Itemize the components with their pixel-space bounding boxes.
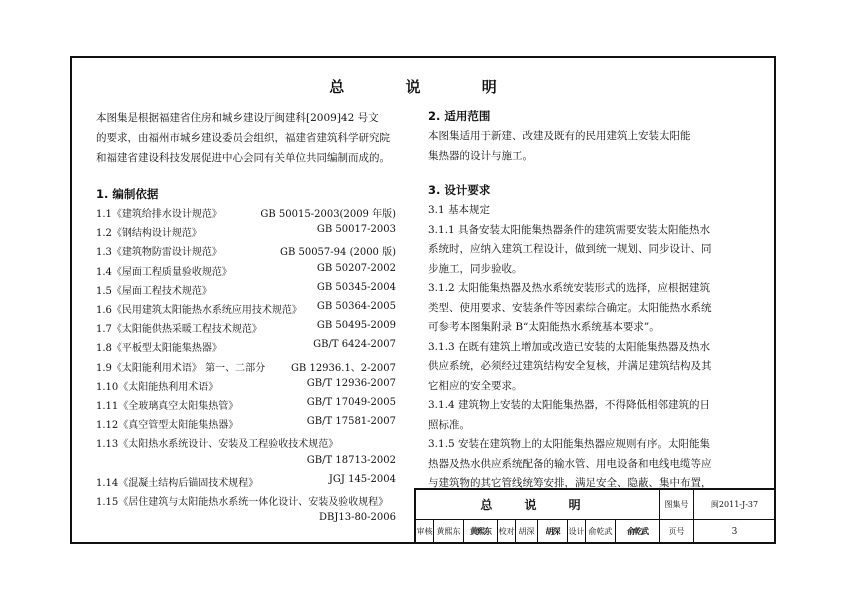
standard-code: GB 50015-2003(2009 年版) xyxy=(260,209,396,220)
section1-heading: 1. 编制依据 xyxy=(96,187,159,201)
standard-name: 1.13《太阳热水系统设计、安装及工程验收技术规范》 xyxy=(96,439,339,451)
review-label: 审核 xyxy=(416,520,434,544)
intro-line-1: 本图集是根据福建省住房和城乡建设厅闽建科[2009]42 号文 xyxy=(96,112,379,124)
standard-name: 1.5《屋面工程技术规范》 xyxy=(96,285,212,297)
standard-code: GB 50057-94 (2000 版) xyxy=(279,247,396,259)
standard-name: 1.14《混凝土结构后锚固技术规程》 xyxy=(96,477,259,489)
standard-row xyxy=(96,397,396,415)
design-label: 设计 xyxy=(568,520,586,544)
check-label: 校对 xyxy=(498,520,516,544)
atlas-number: 闽2011-J-37 xyxy=(694,490,776,520)
standard-row xyxy=(96,359,396,377)
section3-line: 照标准。 xyxy=(428,418,470,431)
checker-name: 胡深 xyxy=(516,520,538,544)
page-number: 3 xyxy=(694,520,776,544)
standard-code: GB/T 6424-2007 xyxy=(313,339,396,351)
section2-line-2: 集热器的设计与施工。 xyxy=(428,150,533,162)
standard-name: 1.1《建筑给排水设计规范》 xyxy=(96,209,222,220)
section3-line: 3.1.4 建筑物上安装的太阳能集热器，不得降低相邻建筑的日 xyxy=(428,399,711,411)
designer-signature: 俞乾武 xyxy=(616,520,660,544)
page-title: 总 说 明 xyxy=(329,78,525,96)
standard-code: GB 50495-2009 xyxy=(316,320,396,332)
standard-code: GB 50345-2004 xyxy=(316,281,396,293)
standard-row xyxy=(96,320,396,338)
standard-code: JGJ 145-2004 xyxy=(328,473,396,485)
standard-code: DBJ13-80-2006 xyxy=(318,512,396,524)
section2-line-1: 本图集适用于新建、改建及既有的民用建筑上安装太阳能 xyxy=(428,130,691,142)
standard-code: GB/T 18713-2002 xyxy=(306,454,396,466)
reviewer-signature: 黄熙东 xyxy=(464,520,498,544)
standard-row xyxy=(96,474,396,492)
standard-row xyxy=(96,512,396,530)
section3-line: 3.1.5 安装在建筑物上的太阳能集热器应规则有序。太阳能集 xyxy=(428,438,711,450)
section3-line: 与建筑物的其它管线统筹安排，满足安全、隐蔽、集中布置， xyxy=(428,477,712,489)
standard-code: GB/T 17049-2005 xyxy=(306,397,396,408)
standard-name: 1.15《居住建筑与太阳能热水系统一体化设计、安装及验收规程》 xyxy=(96,497,389,508)
standard-code: GB 50207-2002 xyxy=(316,262,396,274)
standard-code: GB 50017-2003 xyxy=(316,224,396,236)
standard-name: 1.4《屋面工程质量验收规范》 xyxy=(96,266,232,278)
page-label: 页号 xyxy=(660,520,694,544)
standard-row xyxy=(96,378,396,396)
standard-row xyxy=(96,205,396,223)
standard-row xyxy=(96,493,396,511)
section3-line: 步施工，同步验收。 xyxy=(428,262,523,275)
standard-name: 1.6《民用建筑太阳能热水系统应用技术规范》 xyxy=(96,305,302,316)
intro-line-2: 的要求，由福州市城乡建设委员会组织，福建省建筑科学研究院 xyxy=(96,132,390,144)
standard-name: 1.2《钢结构设计规范》 xyxy=(96,228,202,240)
section3-line: 热器及热水供应系统配备的输水管、用电设备和电线电缆等应 xyxy=(428,457,712,470)
section3-line: 3.1.2 太阳能集热器及热水系统安装形式的选择，应根据建筑 xyxy=(428,282,711,294)
section3-line: 3.1 基本规定 xyxy=(428,204,491,216)
section3-line: 3.1.1 具备安装太阳能集热器条件的建筑需要安装太阳能热水 xyxy=(428,223,711,236)
section3-line: 它相应的安全要求。 xyxy=(428,379,523,392)
titleblock-name: 总 说 明 xyxy=(416,490,660,520)
standard-code: GB/T 17581-2007 xyxy=(306,416,396,428)
standard-code: GB 12936.1、2-2007 xyxy=(290,362,396,374)
title-block xyxy=(414,488,776,544)
standard-name: 1.3《建筑物防雷设计规范》 xyxy=(96,247,222,259)
section3-line: 类型、使用要求、安装条件等因素综合确定。太阳能热水系统 xyxy=(428,301,712,314)
section3-line: 系统时，应纳入建筑工程设计，做到统一规划、同步设计、同 xyxy=(428,243,712,255)
standard-name: 1.12《真空管型太阳能集热器》 xyxy=(96,420,239,432)
standard-row xyxy=(96,416,396,434)
reviewer-name: 黄熙东 xyxy=(434,520,464,544)
standard-row xyxy=(96,435,396,453)
standard-row xyxy=(96,301,396,319)
atlas-label: 图集号 xyxy=(660,490,694,520)
standard-row xyxy=(96,224,396,242)
section2-heading: 2. 适用范围 xyxy=(428,109,491,123)
section3-heading: 3. 设计要求 xyxy=(428,183,491,197)
standard-row xyxy=(96,282,396,300)
standard-name: 1.8《平板型太阳能集热器》 xyxy=(96,343,222,355)
standard-row xyxy=(96,339,396,357)
standard-code: GB/T 12936-2007 xyxy=(306,377,396,389)
designer-name: 俞乾武 xyxy=(586,520,616,544)
section3-line: 可参考本图集附录 B“太阳能热水系统基本要求”。 xyxy=(428,321,660,333)
checker-signature: 胡深 xyxy=(538,520,568,544)
standard-name: 1.11《全玻璃真空太阳集热管》 xyxy=(96,401,239,412)
intro-line-3: 和福建省建设科技发展促进中心会同有关单位共同编制而成的。 xyxy=(96,152,390,164)
standard-row xyxy=(96,243,396,261)
standard-name: 1.7《太阳能供热采暖工程技术规范》 xyxy=(96,324,262,336)
section3-line: 供应系统，必须经过建筑结构安全复核，并满足建筑结构及其 xyxy=(428,360,712,372)
standard-code: GB 50364-2005 xyxy=(316,301,396,312)
standard-row xyxy=(96,263,396,281)
standard-name: 1.9《太阳能利用术语》 第一、二部分 xyxy=(96,362,266,374)
section3-line: 3.1.3 在既有建筑上增加或改造已安装的太阳能集热器及热水 xyxy=(428,340,711,353)
standard-row xyxy=(96,455,396,473)
standard-name: 1.10《太阳能热利用术语》 xyxy=(96,381,219,393)
